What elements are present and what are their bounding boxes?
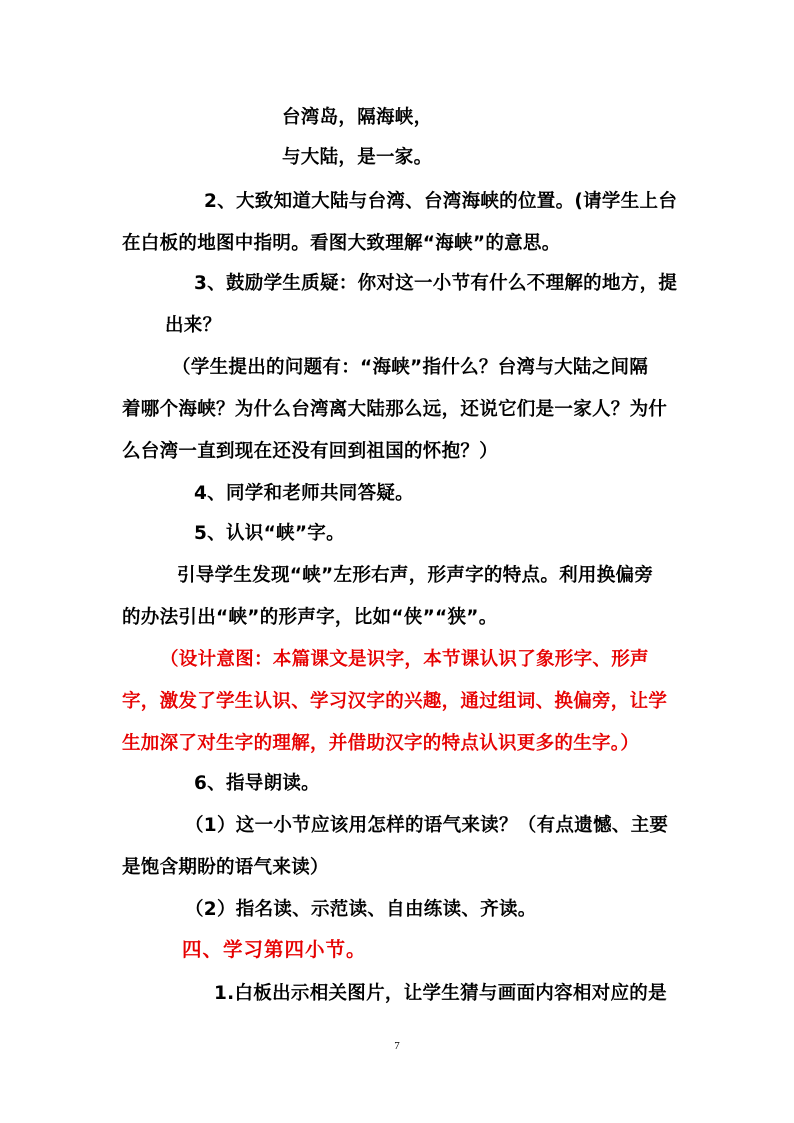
paragraph-line: 出来？ [165, 315, 222, 336]
paragraph-line: 的办法引出“峡”的形声字，比如“侠”“狭”。 [122, 607, 498, 628]
paragraph-line: 么台湾一直到现在还没有回到祖国的怀抱？） [122, 441, 499, 462]
paragraph-line: 4、同学和老师共同答疑。 [194, 483, 414, 504]
section-heading: 四、学习第四小节。 [182, 938, 367, 961]
paragraph-line: （2）指名读、示范读、自由练读、齐读。 [185, 899, 537, 920]
design-intent-line: （设计意图：本篇课文是识字，本节课认识了象形字、形声 [160, 649, 649, 670]
poem-line-2: 与大陆，是一家。 [282, 147, 433, 168]
paragraph-line: （学生提出的问题有：“海峡”指什么？台湾与大陆之间隔 [172, 357, 649, 378]
paragraph-line: 1.白板出示相关图片，让学生猜与画面内容相对应的是 [214, 983, 667, 1004]
paragraph-line: 着哪个海峡？为什么台湾离大陆那么远，还说它们是一家人？为什 [122, 399, 668, 420]
paragraph-line: 在白板的地图中指明。看图大致理解“海峡”的意思。 [122, 233, 561, 254]
paragraph-line: 6、指导朗读。 [194, 773, 320, 794]
paragraph-line: 3、鼓励学生质疑：你对这一小节有什么不理解的地方，提 [194, 273, 678, 294]
design-intent-line: 字，激发了学生认识、学习汉字的兴趣，通过组词、换偏旁，让学 [122, 691, 668, 712]
paragraph-line: 是饱含期盼的语气来读） [122, 857, 329, 878]
paragraph-line: 引导学生发现“峡”左形右声，形声字的特点。利用换偏旁 [177, 565, 654, 586]
design-intent-line: 生加深了对生字的理解，并借助汉字的特点认识更多的生字。） [122, 733, 640, 754]
page-number: 7 [394, 1040, 400, 1052]
poem-line-1: 台湾岛，隔海峡， [282, 107, 433, 128]
paragraph-line: （1）这一小节应该用怎样的语气来读？（有点遗憾、主要 [185, 815, 669, 836]
paragraph-line: 2、大致知道大陆与台湾、台湾海峡的位置。(请学生上台 [204, 191, 678, 212]
paragraph-line: 5、认识“峡”字。 [194, 523, 345, 544]
